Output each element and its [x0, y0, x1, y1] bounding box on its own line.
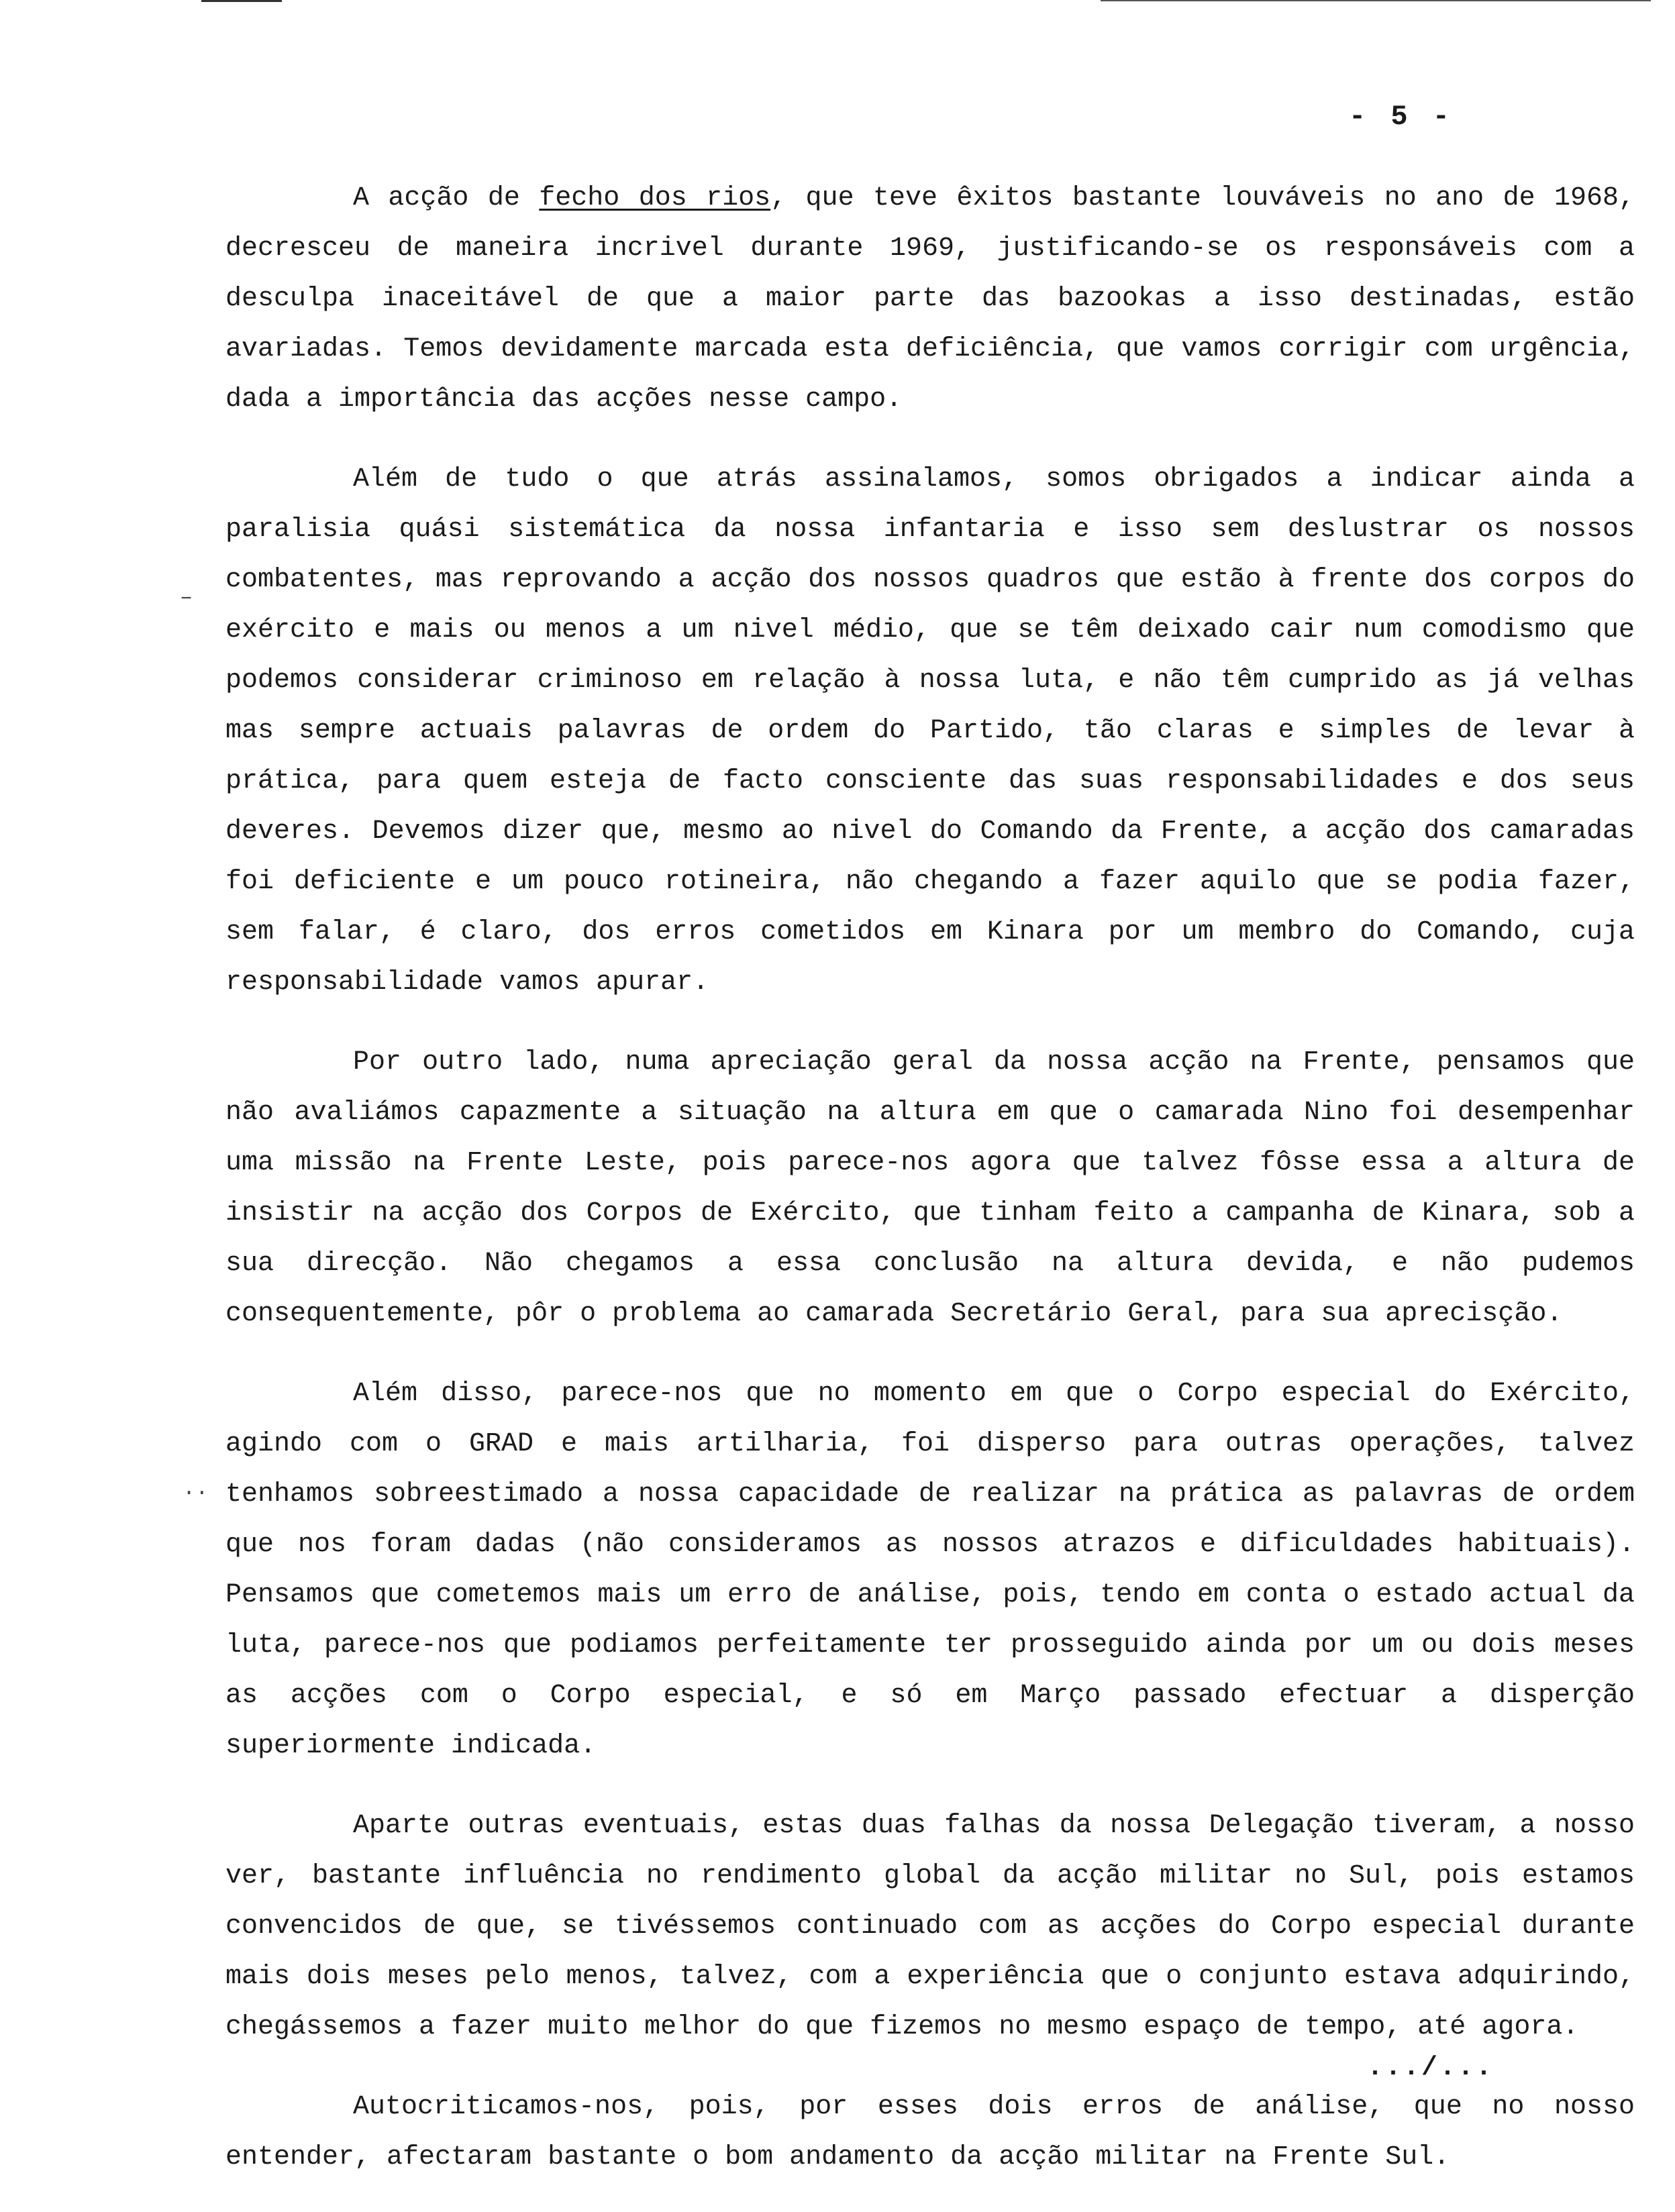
- paragraph-falhas-delegacao: Aparte outras eventuais, estas duas falhas da nossa Delegação tiveram, a nosso ver, bastante influência no rendimento global da acção militar no Sul, pois estamos convencidos de que, se tivéssemos continuado com as acções do Corpo especial durante mais dois meses pelo menos, talvez, com a experiência que o conjunto estava adquirindo, chegássemos a fazer muito melhor do que fizemos no mesmo espaço de tempo, até agora.: [225, 1811, 1635, 2042]
- paragraph-fecho-dos-rios: [225, 173, 1635, 425]
- paragraph-paralisia-infantaria: Além de tudo o que atrás assinalamos, somos obrigados a indicar ainda a paralisia quási sistemática da nossa infantaria e isso sem deslustrar os nossos combatentes, mas reprovando a acção dos nossos quadros que estão à frente dos corpos do exército e mais ou menos a um nivel médio, que se têm deixado cair num comodismo que podemos considerar criminoso em relação à nossa luta, e não têm cumprido as já velhas mas sempre actuais palavras de ordem do Partido, tão claras e simples de levar à prática, para quem esteja de facto consciente das suas responsabilidades e dos seus deveres. Devemos dizer que, mesmo ao nivel do Comando da Frente, a acção dos camaradas foi deficiente e um pouco rotineira, não chegando a fazer aquilo que se podia fazer, sem falar, é claro, dos erros cometidos em Kinara por um membro do Comando, cuja responsabilidade vamos apurar.: [225, 464, 1635, 998]
- paragraph-apreciacao-geral: Por outro lado, numa apreciação geral da nossa acção na Frente, pensamos que não avaliámos capazmente a situação na altura em que o camarada Nino foi desempenhar uma missão na Frente Leste, pois parece-nos agora que talvez fôsse essa a altura de insistir na acção dos Corpos de Exército, que tinham feito a campanha de Kinara, sob a sua direcção. Não chegamos a essa conclusão na altura devida, e não pudemos consequentemente, pôr o problema ao camarada Secretário Geral, para sua aprecisção.: [225, 1047, 1635, 1329]
- continuation-mark: .../...: [1366, 2053, 1494, 2083]
- paragraph-autocritica: Autocriticamos-nos, pois, por esses dois erros de análise, que no nosso entender, afectaram bastante o bom andamento da acção militar na Frente Sul.: [225, 2092, 1635, 2172]
- margin-tick-mark: –: [180, 585, 193, 610]
- page-number: - 5 -: [1348, 101, 1454, 133]
- margin-dots-mark: ..: [183, 1476, 209, 1501]
- underlined-phrase: fecho dos rios: [539, 183, 771, 213]
- scan-edge-mark-left: [201, 0, 282, 2]
- paragraph-corpo-especial: Além disso, parece-nos que no momento em que o Corpo especial do Exército, agindo com o GRAD e mais artilharia, foi disperso para outras operações, talvez tenhamos sobreestimado a nossa capacidade de realizar na prática as palavras de ordem que nos foram dadas (não consideramos as nossos atrazos e dificuldades habituais). Pensamos que cometemos mais um erro de análise, pois, tendo em conta o estado actual da luta, parece-nos que podiamos perfeitamente ter prosseguido ainda por um ou dois meses as acções com o Corpo especial, e só em Março passado efectuar a disperção superiormente indicada.: [225, 1379, 1635, 1761]
- paragraph-1-start: A acção de: [353, 183, 540, 213]
- scan-edge-mark-right: [1101, 0, 1651, 1]
- document-body: [225, 173, 1635, 2212]
- paragraph-1-rest: , que teve êxitos bastante louváveis no ano de 1968, decresceu de maneira incrivel durante 1969, justificando-se os responsáveis com a desculpa inaceitável de que a maior parte das bazookas a isso destinadas, estão avariadas. Temos devidamente marcada esta deficiência, que vamos corrigir com urgência, dada a importância das acções nesse campo.: [225, 183, 1635, 415]
